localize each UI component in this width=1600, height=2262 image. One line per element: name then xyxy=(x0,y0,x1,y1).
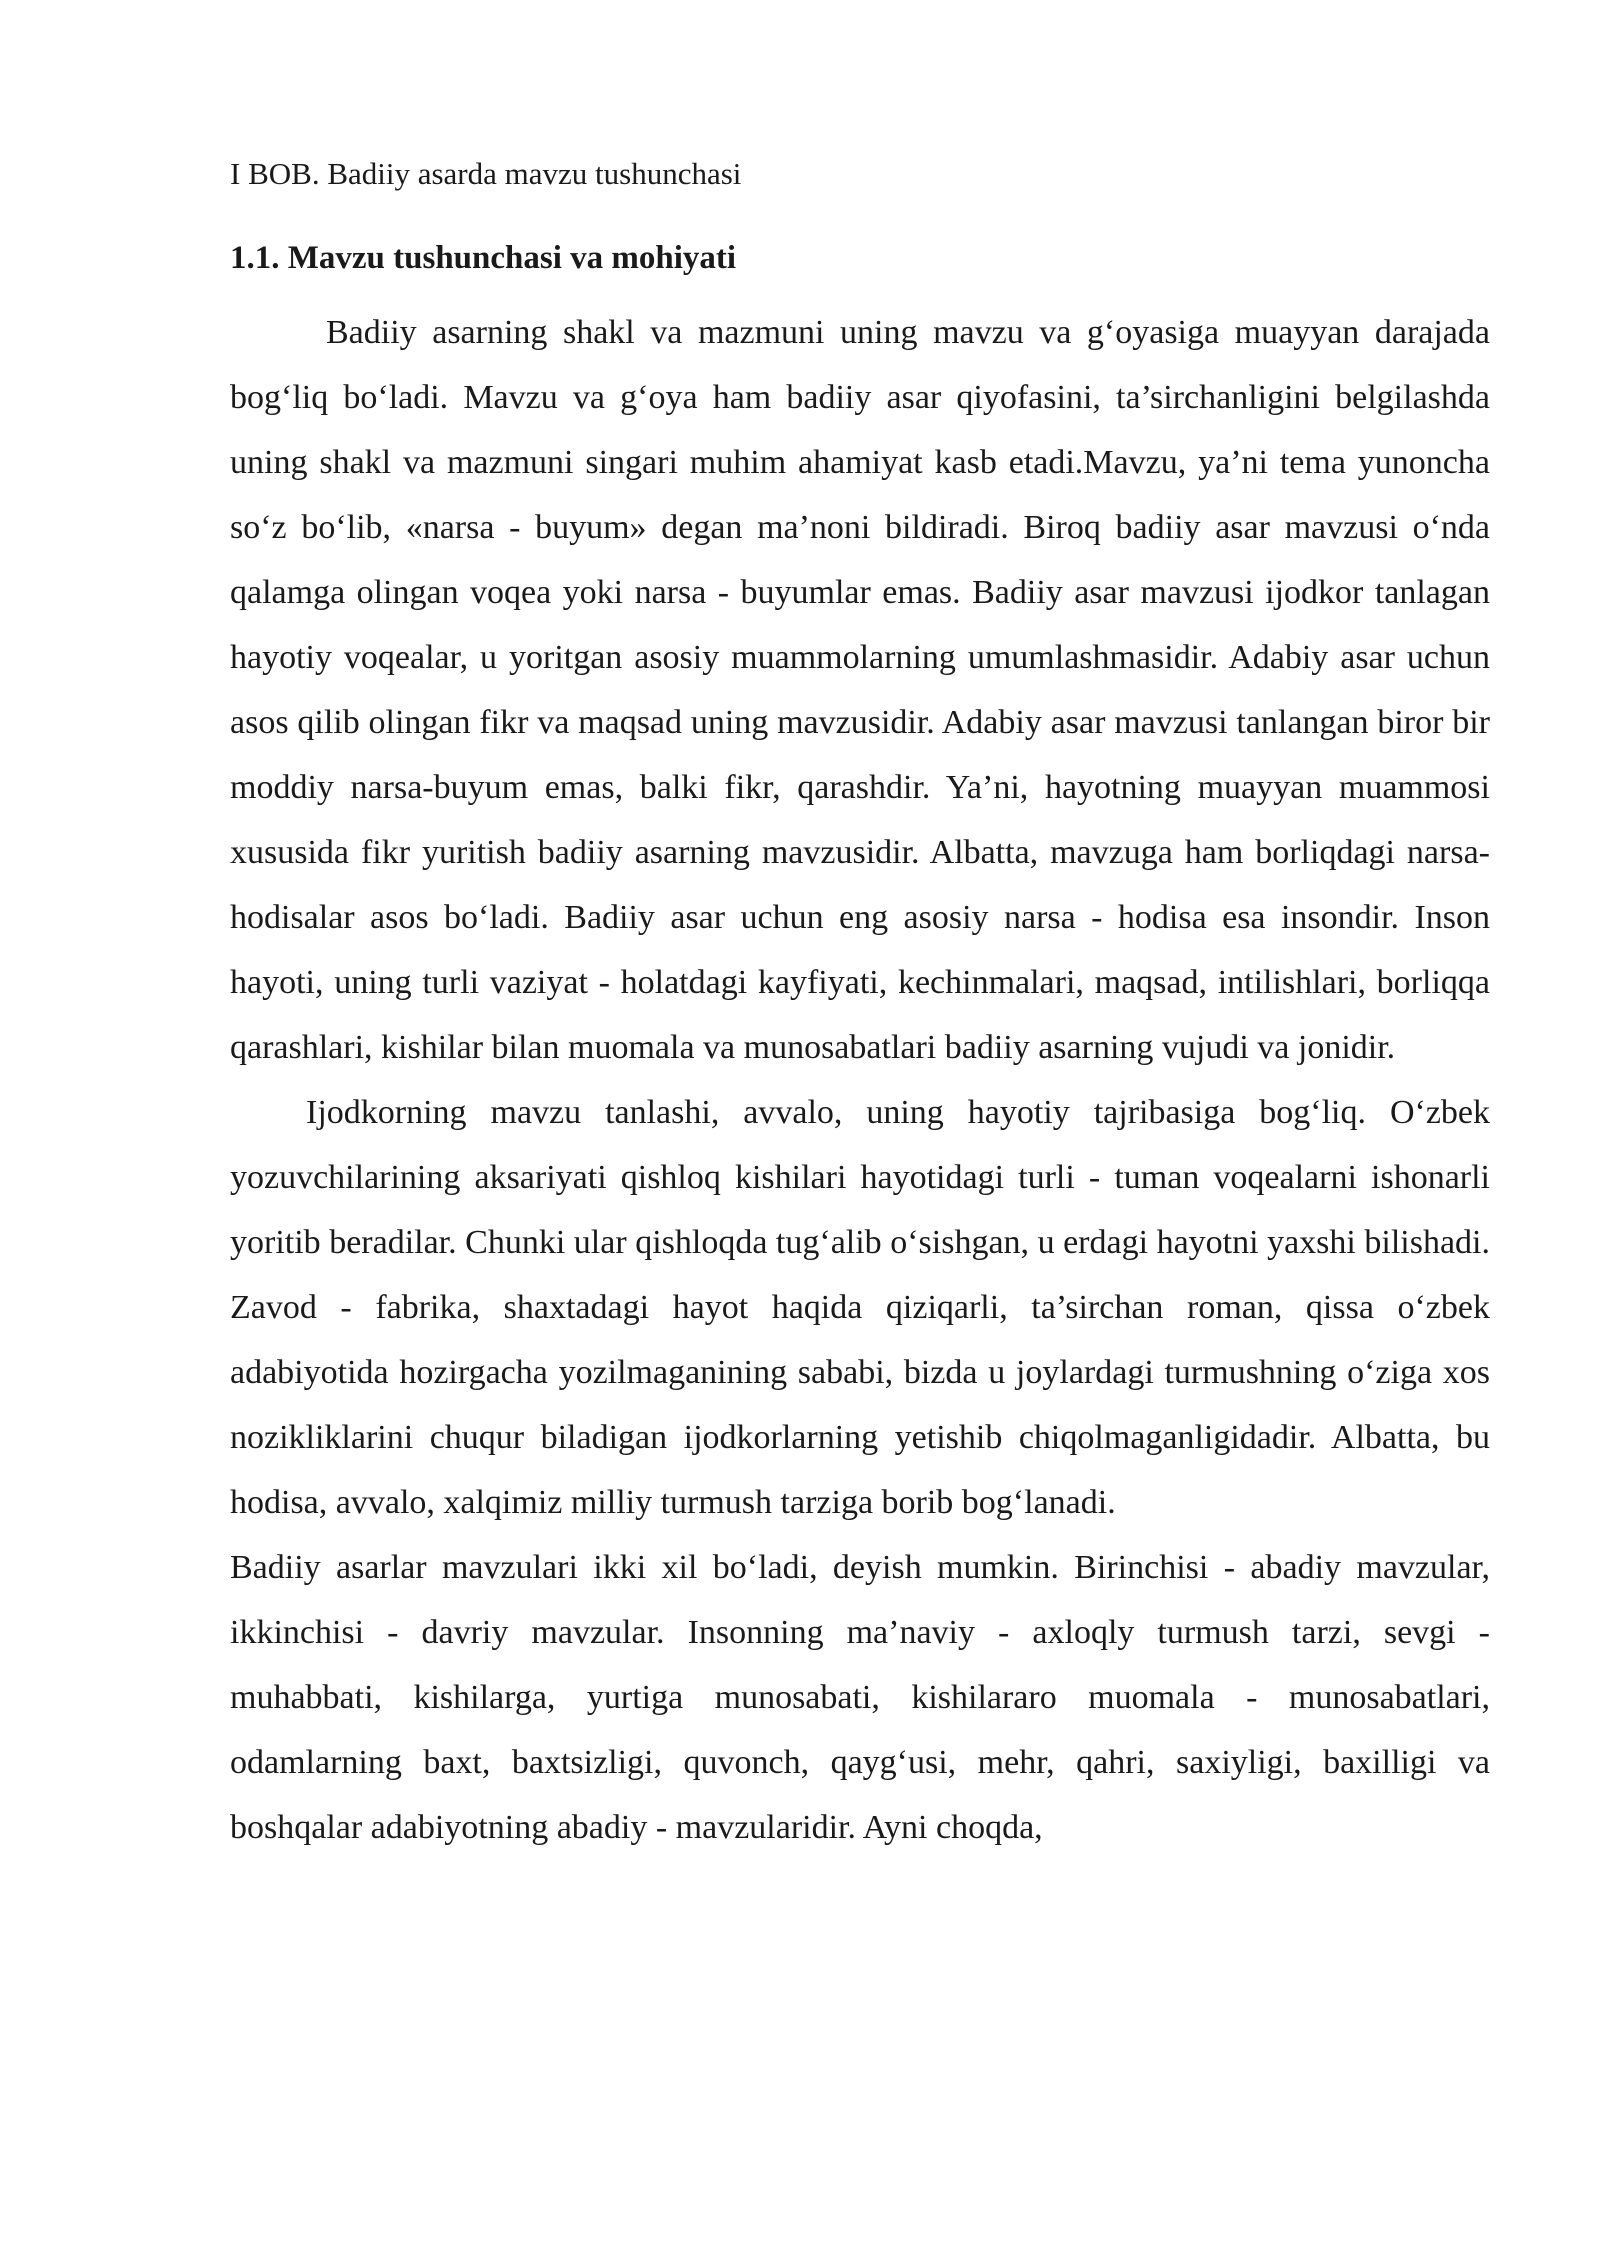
chapter-heading: I BOB. Badiiy asarda mavzu tushunchasi xyxy=(230,156,742,191)
paragraph-2: Ijodkorning mavzu tanlashi, avvalo, uning hayotiy tajribasiga bog‘liq. O‘zbek yozuvchilarining aksariyati qishloq kishilari hayotidagi turli - tuman voqealarni ishonarli yoritib beradilar. Chunki ular qishloqda tug‘alib o‘sishgan, u erdagi hayotni yaxshi bilishadi. Zavod - fabrika, shaxtadagi hayot haqida qiziqarli, ta’sirchan roman, qissa o‘zbek adabiyotida hozirgacha yozilmaganining sababi, bizda u joylardagi turmushning o‘ziga xos nozikliklarini chuqur biladigan ijodkorlarning yetishib chiqolmaganligidadir. Albatta, bu hodisa, avvalo, xalqimiz milliy turmush tarziga borib bog‘lanadi. xyxy=(230,1094,1490,1521)
document-page xyxy=(230,150,1490,1860)
section-heading: 1.1. Mavzu tushunchasi va mohiyati xyxy=(230,240,737,276)
paragraph-3: Badiiy asarlar mavzulari ikki xil bo‘ladi, deyish mumkin. Birinchisi - abadiy mavzular, ikkinchisi - davriy mavzular. Insonning ma’naviy - axloqly turmush tarzi, sevgi - muhabbati, kishilarga, yurtiga munosabati, kishilararo muomala - munosabatlari, odamlarning baxt, baxtsizligi, quvonch, qayg‘usi, mehr, qahri, saxiyligi, baxilligi va boshqalar adabiyotning abadiy - mavzularidir. Ayni choqda, xyxy=(230,1549,1490,1846)
paragraph-1: Badiiy asarning shakl va mazmuni uning mavzu va g‘oyasiga muayyan darajada bog‘liq bo‘ladi. Mavzu va g‘oya ham badiiy asar qiyofasini, ta’sirchanligini belgilashda uning shakl va mazmuni singari muhim ahamiyat kasb etadi.Mavzu, ya’ni tema yunoncha so‘z bo‘lib, «narsa - buyum» degan ma’noni bildiradi. Biroq badiiy asar mavzusi o‘nda qalamga olingan voqea yoki narsa - buyumlar emas. Badiiy asar mavzusi ijodkor tanlagan hayotiy voqealar, u yoritgan asosiy muammolarning umumlashmasidir. Adabiy asar uchun asos qilib olingan fikr va maqsad uning mavzusidir. Adabiy asar mavzusi tanlangan biror bir moddiy narsa-buyum emas, balki fikr, qarashdir. Ya’ni, hayotning muayyan muammosi xususida fikr yuritish badiiy asarning mavzusidir. Albatta, mavzuga ham borliqdagi narsa-hodisalar asos bo‘ladi. Badiiy asar uchun eng asosiy narsa - hodisa esa insondir. Inson hayoti, uning turli vaziyat - holatdagi kayfiyati, kechinmalari, maqsad, intilishlari, borliqqa qarashlari, kishilar bilan muomala va munosabatlari badiiy asarning vujudi va jonidir. xyxy=(230,314,1490,1066)
